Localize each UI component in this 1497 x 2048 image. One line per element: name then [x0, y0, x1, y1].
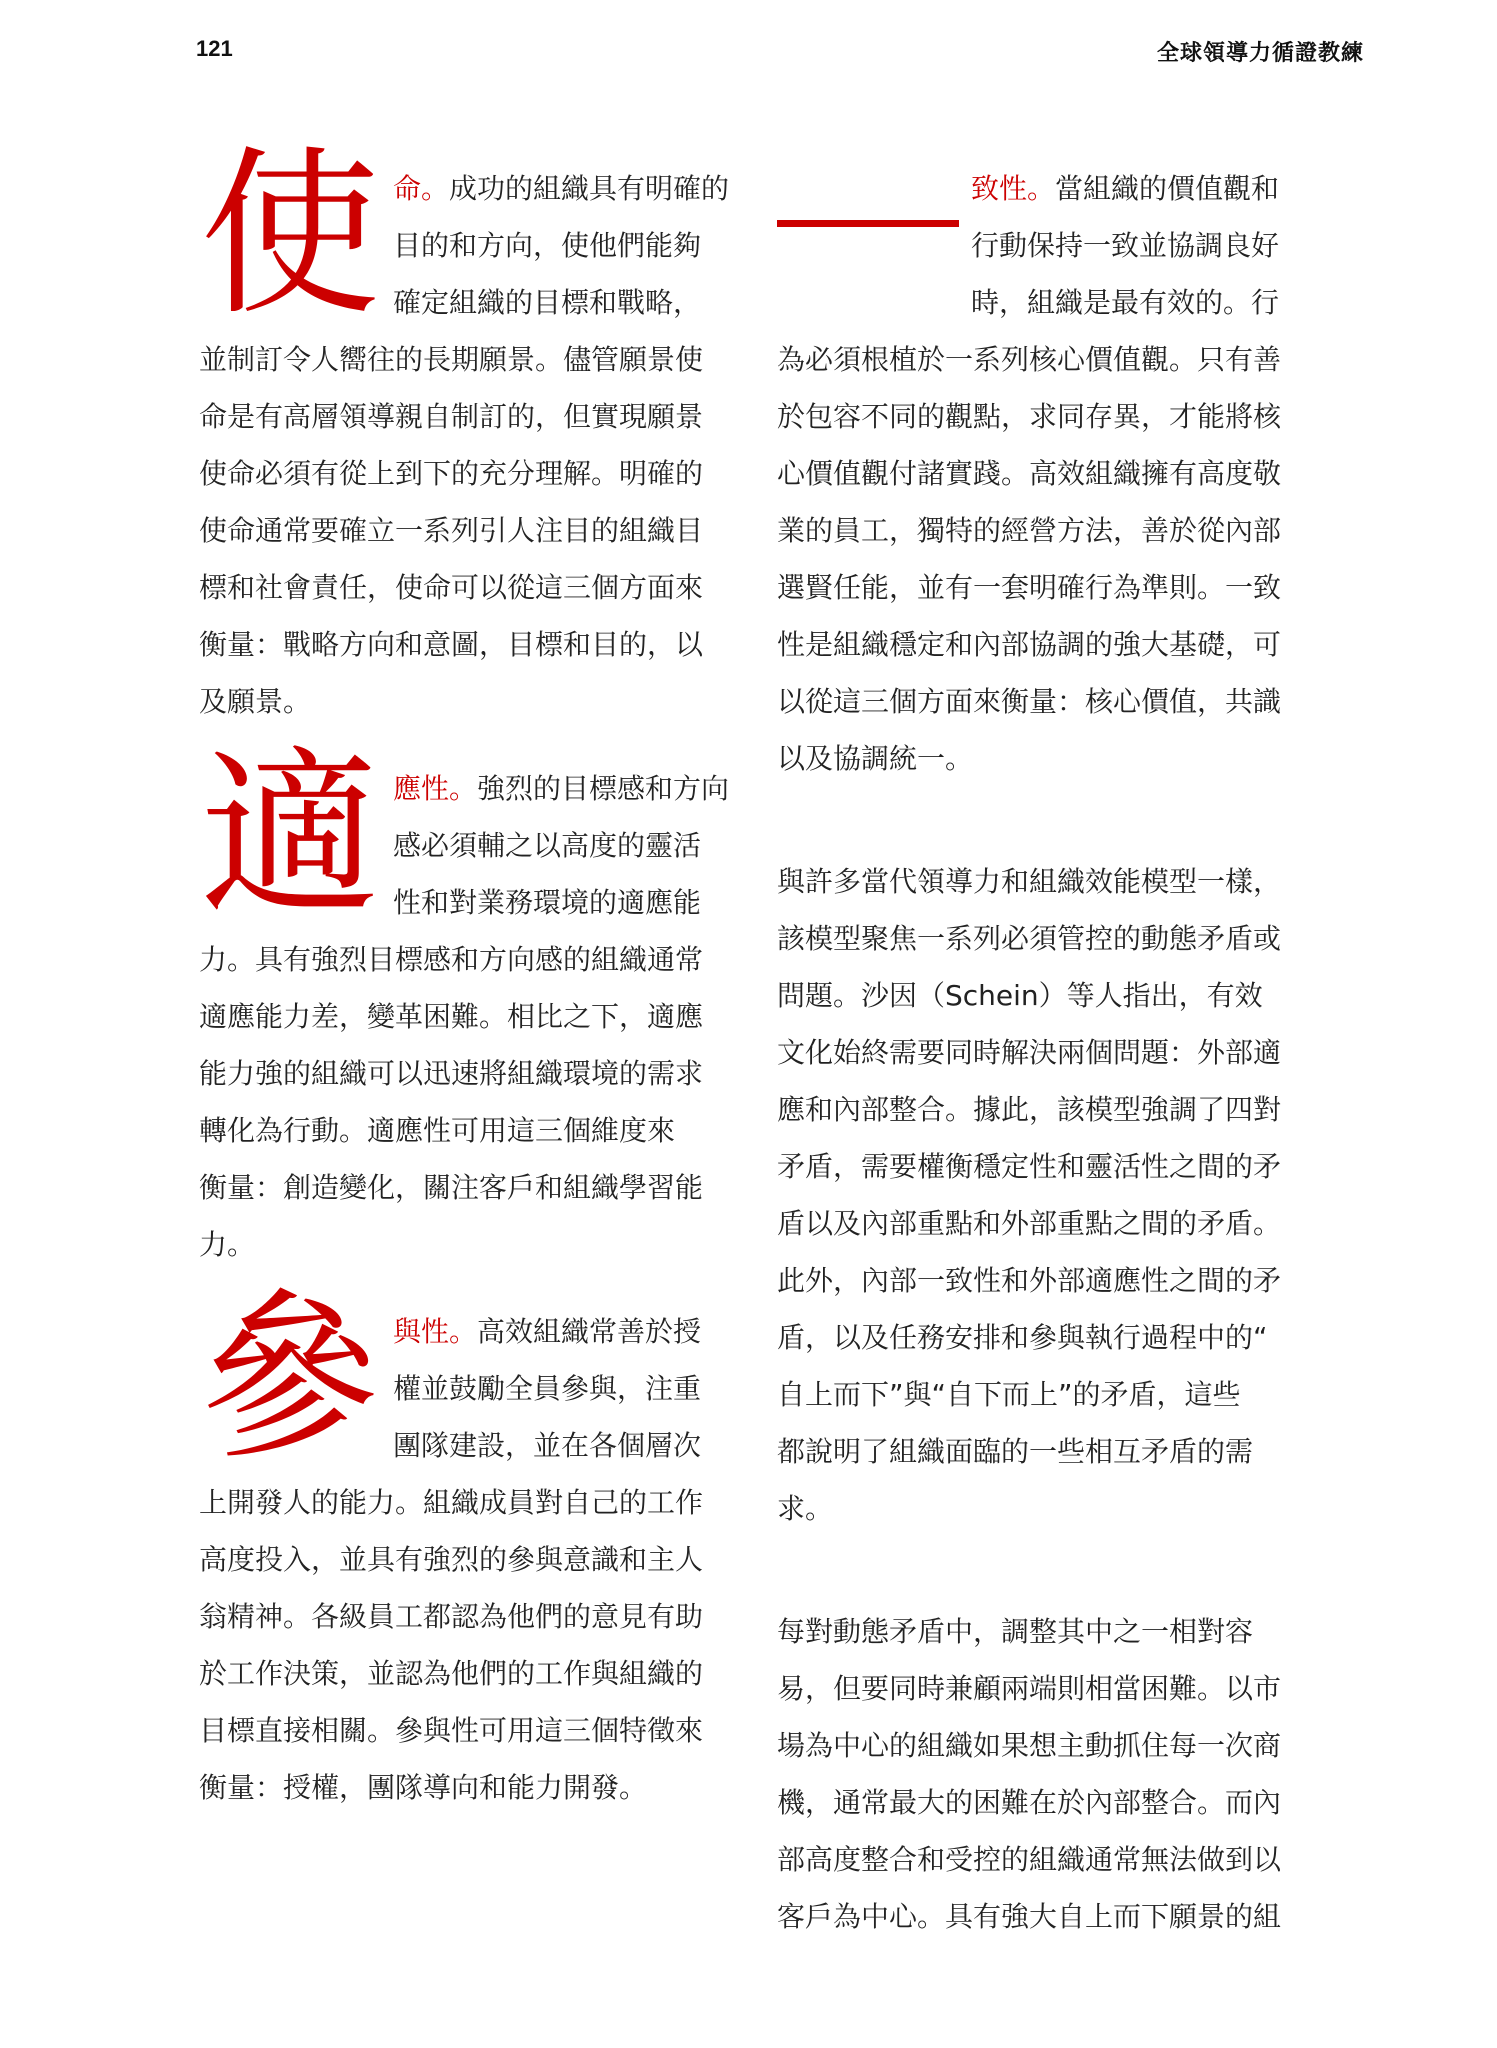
right-column: [777, 160, 1307, 1945]
left-column: [199, 131, 730, 1816]
text-line: 易，但要同時兼顧兩端則相當困難。以市: [777, 1672, 1282, 1705]
text-line: 翁精神。各級員工都認為他們的意見有助: [199, 1600, 704, 1633]
text-line: [777, 160, 1307, 217]
section-lead-adaptability: 應性。: [393, 772, 478, 805]
text-line: 矛盾，需要權衡穩定性和靈活性之間的矛: [777, 1150, 1282, 1183]
section-lead-consistency: 致性。: [971, 172, 1056, 205]
text-line: 客戶為中心。具有強大自上而下願景的組: [777, 1900, 1282, 1933]
section-adaptability: [199, 731, 730, 1273]
section-lead-involvement: 與性。: [393, 1315, 478, 1348]
text-span: 當組織的價值觀和: [1055, 172, 1280, 205]
text-line: 感必須輔之以高度的靈活: [393, 829, 702, 862]
text-line: 目標直接相關。參與性可用這三個特徵來: [199, 1714, 704, 1747]
text-line: 使命通常要確立一系列引人注目的組織目: [199, 514, 704, 547]
drop-cap-involvement: 參: [199, 1274, 380, 1483]
text-line: 於包容不同的觀點，求同存異，才能將核: [777, 400, 1282, 433]
text-line: 衡量：創造變化，關注客戶和組織學習能: [199, 1171, 704, 1204]
drop-cap-mission: 使: [199, 131, 380, 340]
text-line: 機，通常最大的困難在於內部整合。而內: [777, 1786, 1282, 1819]
text-line: 於工作決策，並認為他們的工作與組織的: [199, 1657, 704, 1690]
text-line: 適應能力差，變革困難。相比之下，適應: [199, 1000, 704, 1033]
section-consistency: [777, 160, 1307, 787]
text-line: 性和對業務環境的適應能: [393, 886, 702, 919]
text-line: 及願景。: [199, 685, 312, 718]
text-span: 成功的組織具有明確的: [449, 172, 730, 205]
running-header-title: 全球領導力循證教練: [1156, 41, 1364, 66]
text-line: 每對動態矛盾中，調整其中之一相對容: [777, 1615, 1254, 1648]
text-line: 選賢任能，並有一套明確行為準則。一致: [777, 571, 1282, 604]
section-mission: [199, 131, 730, 730]
text-line: 與許多當代領導力和組織效能模型一樣，: [777, 865, 1282, 898]
text-line: 應和內部整合。據此，該模型強調了四對: [777, 1093, 1282, 1126]
text-line: 文化始終需要同時解決兩個問題：外部適: [777, 1036, 1282, 1069]
text-line: 命是有高層領導親自制訂的，但實現願景: [199, 400, 704, 433]
text-span: 高效組織常善於授: [477, 1315, 702, 1348]
text-line: 能力強的組織可以迅速將組織環境的需求: [199, 1057, 704, 1090]
text-line: 使命必須有從上到下的充分理解。明確的: [199, 457, 704, 490]
text-line: 確定組織的目標和戰略，: [393, 286, 702, 319]
text-line: 此外，內部一致性和外部適應性之間的矛: [777, 1264, 1282, 1297]
text-line: 都說明了組織面臨的一些相互矛盾的需: [777, 1435, 1254, 1468]
text-line: 以從這三個方面來衡量：核心價值，共識: [777, 685, 1282, 718]
text-line: 轉化為行動。適應性可用這三個維度來: [199, 1114, 676, 1147]
page-number: 121: [196, 36, 233, 61]
text-line: 場為中心的組織如果想主動抓住每一次商: [777, 1729, 1282, 1762]
text-line: 求。: [777, 1492, 834, 1525]
text-line: 行動保持一致並協調良好: [971, 229, 1280, 262]
text-line: 上開發人的能力。組織成員對自己的工作: [199, 1486, 704, 1519]
drop-rule-consistency: [777, 220, 959, 227]
text-line: 部高度整合和受控的組織通常無法做到以: [777, 1843, 1282, 1876]
text-line: 衡量：戰略方向和意圖，目標和目的，以: [199, 628, 704, 661]
text-line: 心價值觀付諸實踐。高效組織擁有高度敬: [777, 457, 1282, 490]
text-line: 問題。沙因（Schein）等人指出，有效: [777, 979, 1263, 1012]
text-line: 衡量：授權，團隊導向和能力開發。: [199, 1771, 648, 1804]
text-line: 標和社會責任，使命可以從這三個方面來: [199, 571, 704, 604]
text-line: 為必須根植於一系列核心價值觀。只有善: [777, 343, 1282, 376]
section-involvement: [199, 1274, 729, 1816]
paragraph-model: [777, 853, 1307, 1537]
text-line: 性是組織穩定和內部協調的強大基礎，可: [777, 628, 1282, 661]
text-line: 該模型聚焦一系列必須管控的動態矛盾或: [777, 922, 1282, 955]
text-line: 力。具有強烈目標感和方向感的組織通常: [199, 943, 704, 976]
text-line: 團隊建設，並在各個層次: [393, 1429, 702, 1462]
text-line: 力。: [199, 1228, 256, 1261]
text-line: 並制訂令人嚮往的長期願景。儘管願景使: [199, 343, 704, 376]
text-line: 盾以及內部重點和外部重點之間的矛盾。: [777, 1207, 1282, 1240]
text-line: 自上而下”與“自下而上”的矛盾，這些: [777, 1378, 1241, 1411]
text-line: 高度投入，並具有強烈的參與意識和主人: [199, 1543, 704, 1576]
paragraph-dynamic-tension: [777, 1603, 1307, 1945]
text-line: 以及協調統一。: [777, 742, 974, 775]
text-line: 權並鼓勵全員參與，注重: [393, 1372, 702, 1405]
text-line: 盾，以及任務安排和參與執行過程中的“: [777, 1321, 1268, 1354]
drop-cap-adaptability: 適: [199, 731, 380, 940]
section-lead-mission: 命。: [393, 172, 450, 205]
text-span: 強烈的目標感和方向: [477, 772, 730, 805]
text-line: 目的和方向，使他們能夠: [393, 229, 702, 262]
text-line: 業的員工，獨特的經營方法，善於從內部: [777, 514, 1282, 547]
text-line: 時，組織是最有效的。行: [971, 286, 1280, 319]
